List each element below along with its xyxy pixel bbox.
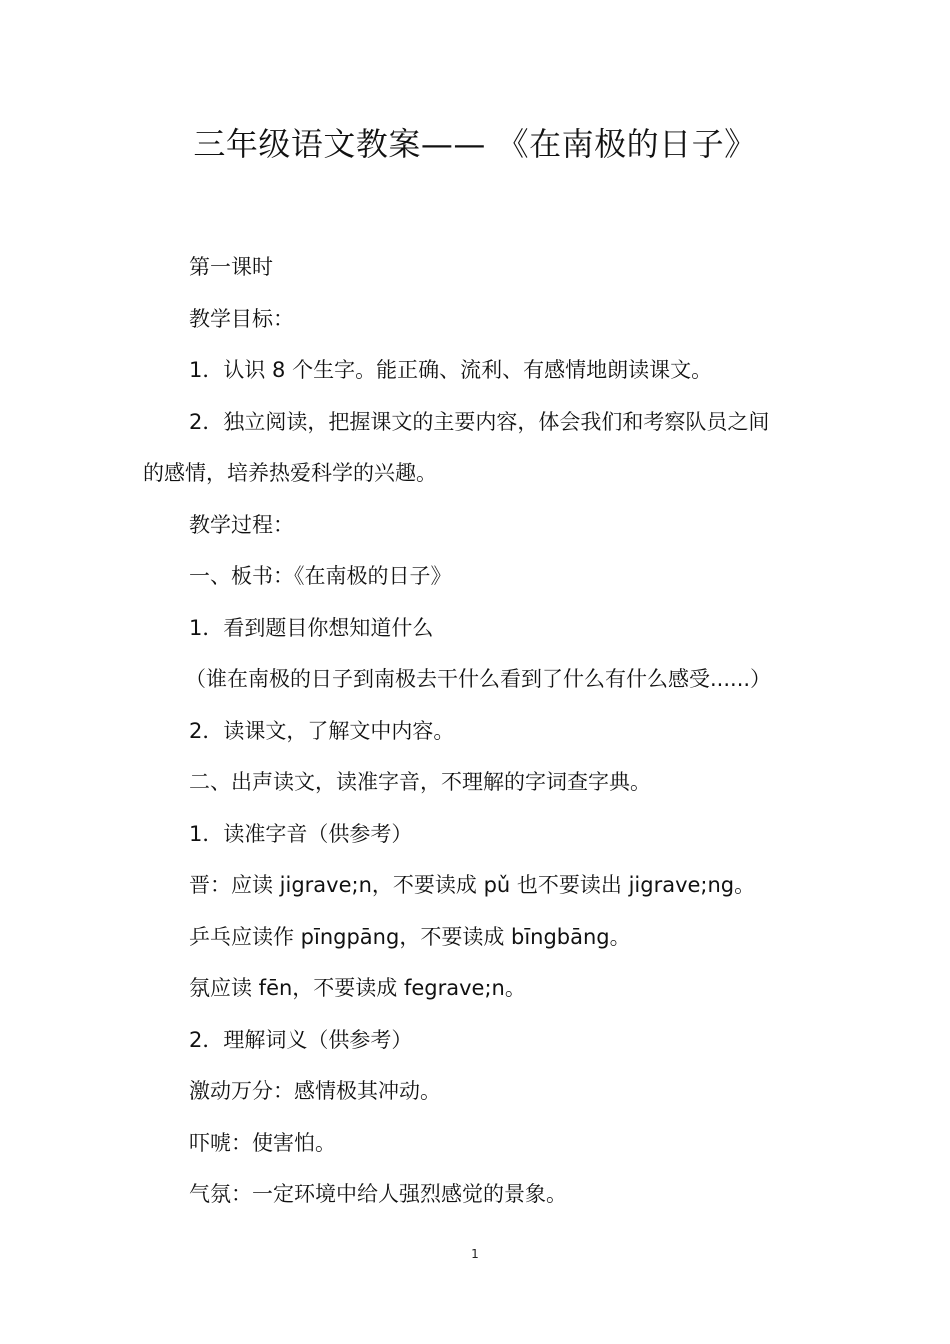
paragraph-line: 教学过程： <box>189 512 294 537</box>
paragraph-line: 2．理解词义（供参考） <box>189 1027 413 1052</box>
paragraph-line: 1．看到题目你想知道什么 <box>189 615 434 640</box>
paragraph-line: 乒乓应读作 pīngpāng，不要读成 bīngbāng。 <box>189 924 631 949</box>
paragraph-line: 晋：应读 jigrave;n，不要读成 pǔ 也不要读出 jigrave;ng。 <box>189 873 756 897</box>
document-title: 三年级语文教案—— 《在南极的日子》 <box>193 125 757 163</box>
page-number: 1 <box>471 1247 479 1261</box>
paragraph-line: 一、板书：《在南极的日子》 <box>189 564 452 588</box>
document-body <box>143 242 823 1221</box>
paragraph-line: 的感情，培养热爱科学的兴趣。 <box>143 461 437 485</box>
paragraph-line: 二、出声读文，读准字音，不理解的字词查字典。 <box>189 770 651 794</box>
paragraph-line: 激动万分：感情极其冲动。 <box>189 1079 441 1103</box>
paragraph-line: 2．独立阅读，把握课文的主要内容，体会我们和考察队员之间 <box>189 409 770 434</box>
paragraph-line: 1．认识 8 个生字。能正确、流利、有感情地朗读课文。 <box>189 358 713 382</box>
paragraph-line: 第一课时 <box>189 255 273 279</box>
paragraph-line: 氛应读 fēn，不要读成 fegrave;n。 <box>189 976 526 1000</box>
paragraph-line: 2．读课文，了解文中内容。 <box>189 718 455 743</box>
paragraph-line: 气氛：一定环境中给人强烈感觉的景象。 <box>189 1182 567 1206</box>
paragraph-line: （谁在南极的日子到南极去干什么看到了什么有什么感受......） <box>185 667 772 691</box>
paragraph-line: 1．读准字音（供参考） <box>189 821 413 846</box>
paragraph-line: 教学目标： <box>189 306 294 331</box>
paragraph-line: 吓唬：使害怕。 <box>189 1130 336 1155</box>
